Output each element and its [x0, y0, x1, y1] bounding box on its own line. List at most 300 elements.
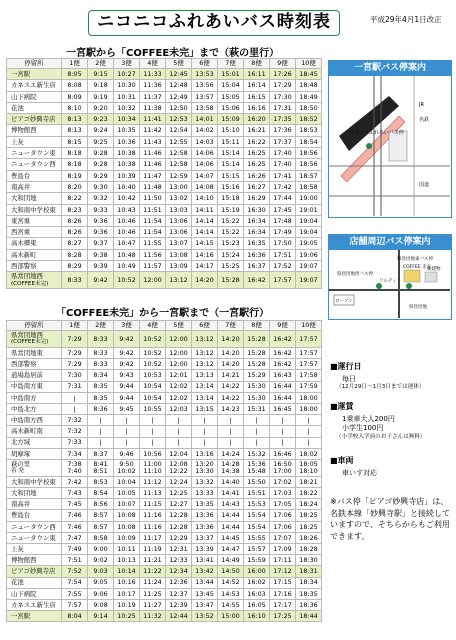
time-value: 7:46 — [67, 522, 82, 531]
departure-time — [296, 599, 322, 610]
time-value: 9:23 — [93, 115, 108, 124]
departure-time — [218, 448, 244, 459]
stop-name — [7, 566, 62, 577]
stop-name — [7, 437, 62, 448]
time-value: 10:16 — [117, 578, 136, 587]
stop-label: 博物館西 — [11, 556, 37, 565]
time-value: 10:49 — [117, 261, 136, 270]
table-row — [7, 136, 322, 147]
time-value: 10:54 — [143, 393, 162, 402]
departure-time — [140, 476, 166, 487]
time-value: 13:53 — [195, 69, 214, 78]
time-value: 11:12 — [143, 477, 162, 486]
time-value: | — [281, 416, 284, 425]
store-bus-stop-map — [328, 234, 452, 320]
departure-time — [270, 476, 296, 487]
stop-name — [7, 359, 62, 370]
time-value: 17:45 — [273, 205, 292, 214]
stop-name — [7, 331, 62, 348]
departure-time — [114, 448, 140, 459]
time-value: 15:18 — [221, 194, 240, 203]
time-value: 9:25 — [93, 137, 108, 146]
departure-time — [296, 488, 322, 499]
time-value-depart: 10:02 — [117, 466, 136, 475]
departure-time — [192, 459, 218, 476]
departure-time — [88, 459, 114, 476]
time-value: 10:13 — [117, 556, 136, 565]
departure-time — [114, 510, 140, 521]
time-value: 15:57 — [247, 544, 266, 553]
time-value: 9:42 — [119, 360, 134, 369]
departure-time — [244, 69, 270, 80]
departure-time — [296, 170, 322, 181]
departure-time — [192, 437, 218, 448]
time-value: 14:23 — [221, 404, 240, 413]
departure-time — [244, 125, 270, 136]
departure-time — [62, 227, 88, 238]
departure-time — [62, 159, 88, 170]
time-value: 13:41 — [195, 556, 214, 565]
departure-time — [114, 544, 140, 555]
departure-time — [192, 415, 218, 426]
time-value: 17:15 — [273, 578, 292, 587]
time-value: 8:56 — [93, 500, 108, 509]
time-value: 8:33 — [67, 276, 82, 285]
time-value: | — [73, 393, 76, 402]
stop-name — [7, 348, 62, 359]
time-value: 17:11 — [273, 556, 292, 565]
time-value: 14:50 — [221, 567, 240, 576]
time-value: | — [151, 416, 154, 425]
time-value: 18:30 — [299, 556, 318, 565]
departure-time — [140, 370, 166, 381]
departure-time — [192, 238, 218, 249]
departure-time — [140, 359, 166, 370]
time-value: 17:50 — [273, 239, 292, 248]
time-value: 7:57 — [67, 600, 82, 609]
departure-time — [140, 272, 166, 289]
time-value: 9:50 — [119, 460, 134, 469]
time-value: 10:34 — [117, 115, 136, 124]
stop-label: カネスエ新生店 — [11, 600, 56, 609]
time-value: 19:06 — [299, 250, 318, 259]
departure-time — [166, 544, 192, 555]
time-value: 8:22 — [67, 194, 82, 203]
time-value: | — [177, 427, 180, 436]
time-value: 8:41 — [93, 460, 108, 469]
time-value: 16:42 — [273, 360, 292, 369]
departure-time — [114, 261, 140, 272]
departure-time — [140, 459, 166, 476]
time-value: 17:25 — [273, 612, 292, 621]
time-value: 12:54 — [169, 126, 188, 135]
departure-time — [244, 261, 270, 272]
departure-time — [296, 588, 322, 599]
departure-time — [166, 80, 192, 91]
stop-name — [7, 510, 62, 521]
time-value: 15:14 — [221, 149, 240, 158]
departure-time — [270, 555, 296, 566]
departure-time — [166, 125, 192, 136]
table-row — [7, 69, 322, 80]
time-value: 13:14 — [195, 393, 214, 402]
stop-label: 大和南中学校東 — [11, 205, 56, 214]
time-value: 12:58 — [169, 160, 188, 169]
departure-time — [88, 588, 114, 599]
time-value: 13:45 — [195, 589, 214, 598]
departure-time — [62, 459, 88, 476]
departure-time — [296, 448, 322, 459]
departure-time — [88, 415, 114, 426]
time-value: 7:55 — [67, 589, 82, 598]
departure-time — [166, 476, 192, 487]
time-value: 15:36 — [247, 460, 266, 469]
time-value: 9:30 — [93, 182, 108, 191]
section2-title: 「COFFEE未完」から一宮駅まで（一宮駅行） — [56, 308, 270, 319]
time-value: 16:16 — [247, 103, 266, 112]
time-value: 18:34 — [299, 578, 318, 587]
departure-time — [270, 80, 296, 91]
departure-time — [244, 381, 270, 392]
departure-time — [192, 204, 218, 215]
departure-time — [140, 331, 166, 348]
time-value: 11:32 — [143, 612, 162, 621]
departure-time — [140, 159, 166, 170]
departure-time — [140, 91, 166, 102]
map2-title: 店舗周辺バス停案内 — [329, 235, 451, 250]
departure-time — [296, 215, 322, 226]
timetable-outbound — [6, 58, 322, 289]
time-value: 10:47 — [117, 239, 136, 248]
time-value: 10:54 — [143, 382, 162, 391]
departure-time — [270, 577, 296, 588]
station-map — [329, 76, 450, 216]
departure-time — [192, 403, 218, 414]
table-row — [7, 170, 322, 181]
time-value: | — [255, 416, 258, 425]
departure-time — [218, 170, 244, 181]
departure-time — [114, 114, 140, 125]
departure-time — [88, 555, 114, 566]
departure-time — [296, 555, 322, 566]
time-value: 9:24 — [93, 126, 108, 135]
time-value: 13:35 — [195, 500, 214, 509]
time-value: 10:08 — [117, 522, 136, 531]
time-value: 10:08 — [117, 511, 136, 520]
departure-time — [270, 426, 296, 437]
stop-name — [7, 611, 62, 622]
departure-time — [296, 193, 322, 204]
header-run: 5便 — [166, 59, 192, 69]
time-value: 12:39 — [169, 600, 188, 609]
time-value: 14:21 — [221, 371, 240, 380]
time-value: 9:29 — [93, 171, 108, 180]
stop-name — [7, 114, 62, 125]
time-value: 10:04 — [117, 477, 136, 486]
time-value: 9:42 — [93, 276, 108, 285]
map2-lawson-label: ローソン — [335, 299, 353, 304]
time-value: 15:22 — [221, 216, 240, 225]
departure-time — [88, 611, 114, 622]
departure-time — [114, 91, 140, 102]
departure-time — [88, 426, 114, 437]
time-value: 15:24 — [221, 250, 240, 259]
map1-title: 一宮駅バス停案内 — [329, 61, 451, 76]
time-value: 17:44 — [273, 194, 292, 203]
departure-time — [88, 476, 114, 487]
departure-time — [88, 238, 114, 249]
fare-note: （小学校入学前のお子さんは無料） — [336, 433, 426, 440]
time-value: 16:42 — [273, 348, 292, 357]
departure-time — [270, 170, 296, 181]
table-row — [7, 227, 322, 238]
departure-time — [296, 136, 322, 147]
time-value: 15:09 — [221, 115, 240, 124]
time-value: 9:36 — [93, 228, 108, 237]
departure-time — [140, 392, 166, 403]
time-value: 9:44 — [119, 382, 134, 391]
stop-name — [7, 136, 62, 147]
time-value: | — [125, 416, 128, 425]
departure-time — [270, 249, 296, 260]
departure-time — [270, 392, 296, 403]
time-value: 18:54 — [299, 137, 318, 146]
time-value: 9:00 — [93, 544, 108, 553]
departure-time — [62, 577, 88, 588]
time-value: 8:04 — [67, 612, 82, 621]
time-value: 8:20 — [67, 182, 82, 191]
time-value: 10:07 — [117, 500, 136, 509]
time-value: 13:09 — [169, 261, 188, 270]
departure-time — [114, 476, 140, 487]
time-value: 7:49 — [67, 544, 82, 553]
departure-time — [296, 415, 322, 426]
departure-time — [218, 488, 244, 499]
departure-time — [296, 403, 322, 414]
time-value: 16:45 — [273, 404, 292, 413]
time-value: 13:57 — [195, 92, 214, 101]
departure-time — [166, 588, 192, 599]
departure-time — [114, 577, 140, 588]
time-value-depart: 8:51 — [93, 466, 108, 475]
time-value: 14:55 — [221, 600, 240, 609]
departure-time — [192, 215, 218, 226]
departure-time — [166, 227, 192, 238]
time-value: 17:02 — [273, 477, 292, 486]
departure-time — [140, 611, 166, 622]
time-value: 14:16 — [195, 250, 214, 259]
time-value: 8:54 — [93, 488, 108, 497]
time-value: 7:31 — [67, 382, 82, 391]
time-value: 8:09 — [67, 92, 82, 101]
departure-time — [88, 521, 114, 532]
time-value: 17:57 — [299, 360, 318, 369]
time-value: 16:15 — [247, 92, 266, 101]
departure-time — [218, 555, 244, 566]
stop-name — [7, 521, 62, 532]
departure-time — [62, 599, 88, 610]
departure-time — [140, 136, 166, 147]
departure-time — [192, 532, 218, 543]
time-value: 7:47 — [67, 533, 82, 542]
time-value-depart: 17:00 — [273, 466, 292, 475]
table-row — [7, 381, 322, 392]
time-value: 9:14 — [93, 612, 108, 621]
stop-name — [7, 238, 62, 249]
time-value: 13:06 — [169, 216, 188, 225]
table-row — [7, 148, 322, 159]
departure-time — [270, 359, 296, 370]
stop-label: 山下病院 — [11, 92, 37, 101]
time-value: 17:42 — [273, 182, 292, 191]
time-value: 10:48 — [117, 250, 136, 259]
departure-time — [270, 136, 296, 147]
time-value: 12:00 — [143, 276, 162, 285]
time-value: 12:28 — [169, 522, 188, 531]
time-value: 8:34 — [93, 371, 108, 380]
stop-label: ニュータウン東 — [11, 149, 56, 158]
time-value: 17:35 — [273, 115, 292, 124]
departure-time — [296, 381, 322, 392]
time-value: 14:41 — [221, 488, 240, 497]
time-value: 14:02 — [195, 126, 214, 135]
departure-time — [166, 249, 192, 260]
departure-time — [114, 521, 140, 532]
time-value: 11:57 — [143, 261, 162, 270]
departure-time — [296, 521, 322, 532]
header-run: 2便 — [88, 59, 114, 69]
departure-time — [114, 148, 140, 159]
departure-time — [244, 114, 270, 125]
time-value: 11:38 — [143, 103, 162, 112]
map2-danchi-label: 県営団地 — [409, 305, 427, 310]
departure-time — [296, 114, 322, 125]
timetable-inbound — [6, 320, 322, 622]
time-value: 12:37 — [169, 589, 188, 598]
time-value: 17:57 — [273, 276, 292, 285]
departure-time — [270, 348, 296, 359]
departure-time — [114, 370, 140, 381]
table-row — [7, 359, 322, 370]
time-value: 18:21 — [299, 477, 318, 486]
table-row — [7, 91, 322, 102]
time-value: 18:02 — [299, 449, 318, 458]
departure-time — [270, 459, 296, 476]
stop-sublabel: (COFFEE未完) — [11, 339, 49, 346]
departure-time — [270, 227, 296, 238]
departure-time — [218, 102, 244, 113]
table-row — [7, 272, 322, 289]
time-value: 8:29 — [67, 261, 82, 270]
time-value: 12:03 — [169, 404, 188, 413]
departure-time — [218, 193, 244, 204]
departure-time — [114, 381, 140, 392]
departure-time — [140, 577, 166, 588]
departure-time — [296, 348, 322, 359]
time-value: 18:56 — [299, 149, 318, 158]
departure-time — [62, 532, 88, 543]
ichinomiya-bus-stop-map — [328, 60, 452, 218]
departure-time — [62, 499, 88, 510]
departure-time — [114, 499, 140, 510]
table-row — [7, 238, 322, 249]
time-value: 11:41 — [143, 115, 162, 124]
departure-time — [218, 261, 244, 272]
time-value: 14:17 — [195, 261, 214, 270]
header-run: 8便 — [244, 321, 270, 331]
departure-time — [62, 392, 88, 403]
departure-time — [218, 370, 244, 381]
stop-name — [7, 415, 62, 426]
departure-time — [192, 159, 218, 170]
time-value: 12:28 — [169, 511, 188, 520]
departure-time — [296, 91, 322, 102]
time-value: 18:35 — [299, 589, 318, 598]
time-value-depart: 15:48 — [247, 466, 266, 475]
departure-time — [62, 588, 88, 599]
time-value: 15:01 — [221, 69, 240, 78]
time-value: 7:42 — [67, 477, 82, 486]
departure-time — [114, 193, 140, 204]
time-value: 11:24 — [143, 578, 162, 587]
departure-time — [218, 204, 244, 215]
map2-store-label: 新建物 — [427, 267, 441, 272]
departure-time — [296, 499, 322, 510]
departure-time — [140, 499, 166, 510]
time-value: 12:36 — [169, 578, 188, 587]
time-value: 11:00 — [143, 460, 162, 469]
fare-heading: ■運賃 — [330, 402, 354, 411]
time-value: 14:44 — [221, 511, 240, 520]
time-value: 8:13 — [67, 115, 82, 124]
time-value: 7:29 — [67, 334, 82, 343]
stop-name — [7, 532, 62, 543]
header-run: 3便 — [114, 59, 140, 69]
departure-time — [218, 331, 244, 348]
departure-time — [218, 181, 244, 192]
departure-time — [140, 381, 166, 392]
time-value: 14:52 — [221, 578, 240, 587]
departure-time — [88, 125, 114, 136]
table-row — [7, 577, 322, 588]
time-value: 13:06 — [169, 228, 188, 237]
departure-time — [166, 370, 192, 381]
time-value: 13:20 — [195, 460, 214, 469]
header-run: 8便 — [244, 59, 270, 69]
time-value: 18:26 — [299, 533, 318, 542]
departure-time — [62, 403, 88, 414]
time-value: 8:33 — [93, 360, 108, 369]
time-value: 11:33 — [143, 69, 162, 78]
time-value: 16:14 — [247, 81, 266, 90]
departure-time — [114, 136, 140, 147]
time-value: 11:17 — [143, 533, 162, 542]
departure-time — [296, 204, 322, 215]
departure-time — [192, 69, 218, 80]
time-value: 15:19 — [221, 205, 240, 214]
departure-time — [244, 476, 270, 487]
departure-time — [218, 114, 244, 125]
time-value: 16:34 — [247, 216, 266, 225]
time-value: 11:22 — [143, 567, 162, 576]
time-value: 7:32 — [67, 416, 82, 425]
time-value: 8:05 — [67, 69, 82, 78]
stop-label: 道場島居前 — [11, 371, 43, 380]
departure-time — [140, 148, 166, 159]
departure-time — [296, 611, 322, 622]
stop-name — [7, 381, 62, 392]
time-value: 8:18 — [67, 149, 82, 158]
